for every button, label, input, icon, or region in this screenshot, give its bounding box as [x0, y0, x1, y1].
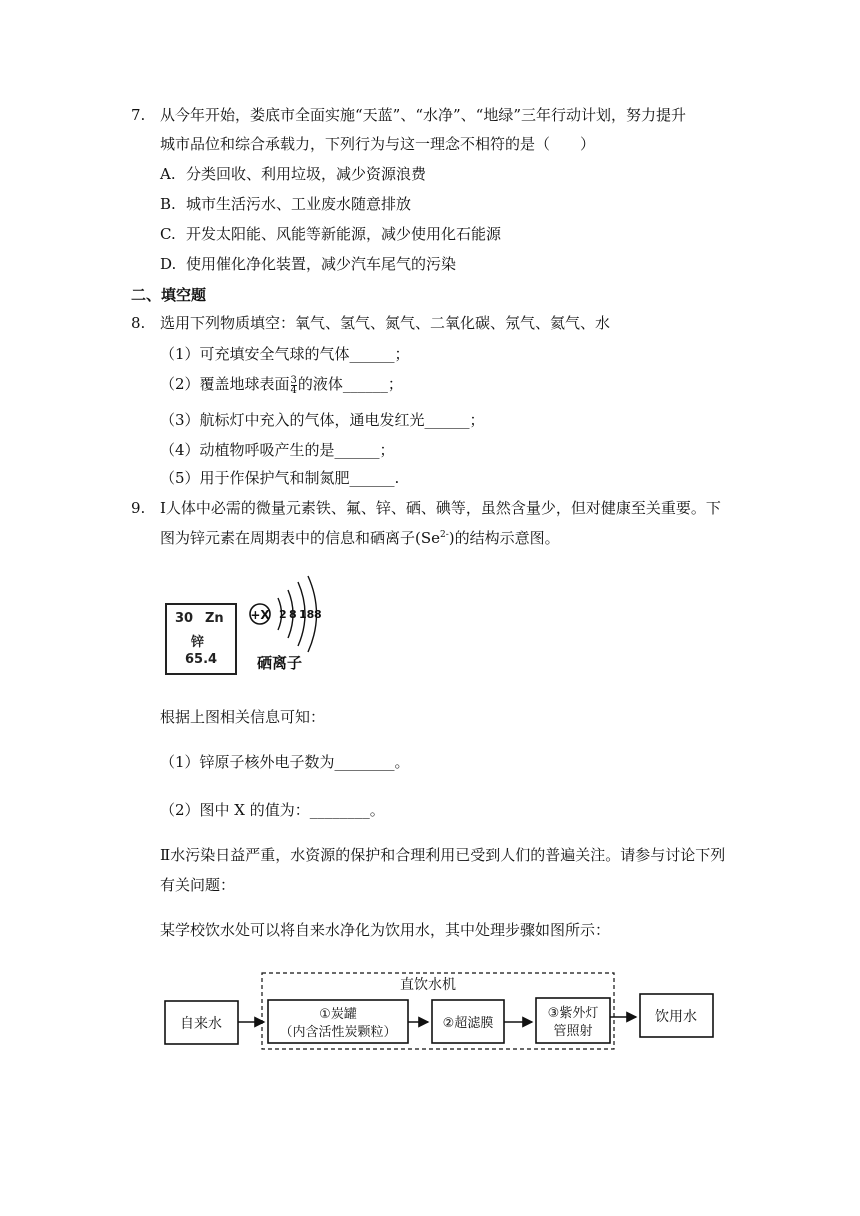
option-letter: C.	[160, 225, 176, 243]
zinc-element-tile	[165, 603, 237, 675]
element-symbol: Zn	[205, 611, 224, 626]
machine-label: 直饮水机	[400, 977, 456, 993]
nucleus-label: +X	[250, 608, 270, 622]
question-7-stem-line2: 城市品位和综合承载力，下列行为与这一理念不相符的是（ ）	[160, 135, 596, 153]
question-9-sub-1: （1）锌原子核外电子数为________。	[160, 753, 410, 771]
output-label: 饮用水	[655, 1009, 697, 1025]
question-9-part2-line1: Ⅱ水污染日益严重，水资源的保护和合理利用已受到人们的普遍关注。请参与讨论下列	[160, 846, 726, 864]
question-9-number: 9.	[131, 499, 146, 517]
question-9-stem-line1: Ⅰ人体中必需的微量元素铁、氟、锌、硒、碘等，虽然含量少，但对健康至关重要。下	[160, 499, 721, 517]
option-letter: A.	[160, 165, 176, 183]
question-8-item-1: （1）可充填安全气球的气体______；	[160, 345, 410, 363]
question-9-sub-2: （2）图中 X 的值为：________。	[160, 801, 385, 819]
stem-line2-after: )的结构示意图。	[448, 529, 560, 547]
question-9-flow-lead: 某学校饮水处可以将自来水净化为饮用水，其中处理步骤如图所示：	[160, 921, 611, 939]
question-8-item-2	[160, 374, 403, 395]
question-8-item-3: （3）航标灯中充入的气体，通电发红光______；	[160, 411, 485, 429]
question-8-number: 8.	[131, 314, 146, 332]
step-3-line2: 管照射	[553, 1024, 593, 1039]
item-2-text-after: 的液体______；	[297, 375, 403, 393]
element-name: 锌	[191, 635, 205, 650]
fraction-numerator: 3	[290, 374, 297, 386]
ion-charge-superscript: 2-	[440, 530, 449, 540]
stem-line2-before: 图为锌元素在周期表中的信息和硒离子(Se	[160, 529, 441, 547]
question-9-part2-line2: 有关问题：	[160, 876, 236, 894]
shell-electrons-3: 18	[299, 608, 315, 621]
step-1-line1: ①炭罐	[319, 1007, 357, 1022]
input-label: 自来水	[180, 1016, 222, 1032]
option-text: 分类回收、利用垃圾，减少资源浪费	[186, 165, 427, 183]
shell-electrons-2: 8	[289, 608, 297, 621]
option-text: 使用催化净化装置，减少汽车尾气的污染	[186, 255, 457, 273]
atomic-number: 30	[175, 611, 194, 626]
water-purification-flowchart	[160, 965, 720, 1055]
question-9-stem-line2	[160, 528, 560, 548]
question-8-stem: 选用下列物质填空：氧气、氢气、氮气、二氧化碳、氖气、氦气、水	[160, 314, 611, 332]
question-9-lead: 根据上图相关信息可知：	[160, 708, 326, 726]
section-title: 二、填空题	[131, 286, 207, 304]
question-8-item-4: （4）动植物呼吸产生的是______；	[160, 441, 395, 459]
step-2-label: ②超滤膜	[442, 1016, 494, 1031]
shell-electrons-1: 2	[279, 608, 287, 621]
selenium-ion-diagram	[245, 570, 335, 680]
step-3-line1: ③紫外灯	[547, 1006, 599, 1021]
atomic-mass: 65.4	[185, 652, 218, 667]
option-text: 开发太阳能、风能等新能源，减少使用化石能源	[186, 225, 502, 243]
fraction-denominator: 4	[290, 384, 297, 396]
fraction-three-quarters	[291, 376, 297, 395]
option-letter: B.	[160, 195, 176, 213]
question-8-item-5: （5）用于作保护气和制氮肥______.	[160, 469, 400, 487]
option-letter: D.	[160, 255, 177, 273]
option-text: 城市生活污水、工业废水随意排放	[186, 195, 412, 213]
question-7-number: 7.	[131, 106, 146, 124]
step-1-line2: （内含活性炭颗粒）	[279, 1025, 397, 1040]
item-2-text-before: （2）覆盖地球表面	[160, 375, 290, 393]
question-7-stem-line1: 从今年开始，娄底市全面实施“天蓝”、“水净”、“地绿”三年行动计划，努力提升	[160, 106, 687, 124]
shell-electrons-4: 8	[314, 608, 322, 621]
ion-caption: 硒离子	[257, 654, 303, 672]
